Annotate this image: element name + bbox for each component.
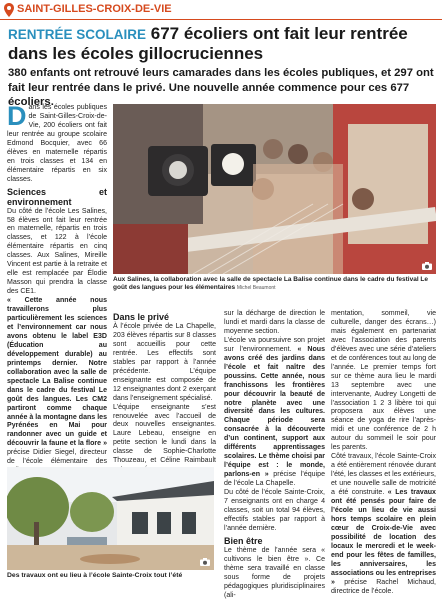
courtyard-illustration — [7, 467, 214, 570]
caption-text: Aux Salines, la collaboration avec la salle de spectacle La Balise continue dans le cadre du festival Le goût des langues pour les élémentaires — [113, 276, 429, 291]
headline-kicker: RENTRÉE SCOLAIRE — [8, 27, 147, 42]
camera-icon — [422, 262, 432, 270]
paragraph-equipe: L’équipe enseignante s’est renouvelée avec l’accueil de deux nouvelles enseignantes. Laure Lebeau, enseigne en petite section le lundi dans la classe de Sophie-Charlotte Thouzeau, et Céline Raimbault — [113, 403, 216, 465]
paragraph-quote-salines — [7, 297, 107, 476]
intro-text: ans les écoles publiques de Saint-Gilles-Croix-de-Vie, 200 écoliers ont fait leur rentrée au groupe scolaire Edmond Bocquier, avec 66 élèves en maternelle répartis en trois classes et 134 en élémentaire répartis en six classes. — [7, 104, 107, 183]
attribution-salines: précise Didier Siegel, directeur de l’école élémentaire des — [7, 449, 107, 466]
drop-cap: D — [7, 101, 27, 131]
photo-caption-courtyard: Des travaux ont eu lieu à l’école Sainte-Croix tout l’été — [7, 572, 183, 579]
article-column-2 — [113, 310, 216, 475]
paragraph-decharge: sur la décharge de direction le lundi et mardi dans la classe de moyenne section. — [224, 310, 325, 335]
classroom-illustration — [113, 104, 436, 274]
paragraph-ateliers: mentation, sommeil, vie culturelle, danger des écrans…) mais également en partenariat avec l’association des parents d’élèves avec une série d’ateliers et de conférences tout au long de l’année. Le premier temps fort sur ce thème aura lieu le mardi 13 septembre avec une intervenante, Audrey Longetti de l’association 1 2 3 libère toi qui proposera aux élèves une séance de yoga de rire l’après-midi et une conférence de 2 h autour du sommeil le soir pour les parents. — [331, 310, 436, 452]
subheading-bien-etre: Bien être — [224, 535, 263, 546]
location-bar — [0, 0, 442, 22]
photo-school-courtyard — [7, 467, 214, 570]
quote-sainte-croix: « Les travaux ont été pensés pour faire de l’école un lieu de vie aussi hors temps scolaire en plein cœur de Croix-de-Vie avec possibilité de location des locaux le mercredi et le week-end pour les fêtes de familles, les anniversaires, les associations ou les entreprises » — [331, 489, 436, 586]
headline-title: 677 écoliers ont fait leur rentrée dans les écoles gillocruciennes — [8, 24, 408, 63]
location-label: SAINT-GILLES-CROIX-DE-VIE — [17, 3, 172, 15]
attribution-chapelle: précise l’équipe de l’école La Chapelle. — [224, 471, 325, 488]
attribution-sainte-croix: précise Rachel Michaud, directrice de l’école. — [331, 578, 436, 595]
photo-caption-classroom — [113, 276, 436, 292]
location-rule — [0, 19, 442, 20]
paragraph-travaux — [331, 453, 436, 596]
quote-chapelle: « Nous avons créé des jardins dans l’école et fait naître des poussins. Cette année, nous franchissons les frontières pour découvrir la beauté de notre planète avec une diversité dans les cultures. Chaque période sera consacrée à la découverte d’un continent, support aux différents apprentissages scolaires. Le thème choisi par l’équipe est : le monde, parlons-en » — [224, 345, 325, 479]
subheading-prive: Dans le privé — [113, 312, 170, 322]
paragraph-environnement — [224, 337, 325, 489]
photo-credit: Michel Beaumont — [236, 285, 276, 291]
paragraph-chapelle: À l’école privée de La Chapelle, 203 élèves répartis sur 8 classes sont accueillis pour cette rentrée. Les effectifs sont stables par rapport à l’année précédente. L’équipe enseignante est composée de 12 enseignantes dont 2 exerçant dans l’enseignement spécialisé. — [113, 323, 216, 402]
paragraph-salines: Du côté de l’école Les Salines, 58 élèves ont fait leur rentrée en maternelle, répartis en trois classes, et 122 à l’école élémentaire répartis en cinq classes. Aux Salines, Mireille Vincent est partie à la retraite et elle est remplacée par Élodie Masson qui prendra la classe des CE1. — [7, 207, 107, 296]
paragraph-sainte-croix: Du côté de l’école Sainte-Croix, 7 enseignants ont en charge 4 classes, soit un total 94 élèves, effectifs stables par rapport à l’année dernière. — [224, 489, 325, 532]
article-column-3 — [224, 310, 325, 601]
text-travaux: Côté travaux, l’école Sainte-Croix a été entièrement rénovée durant l’été, les classes et les extérieurs, et une nouvelle salle de motricité a été construite. — [331, 453, 436, 497]
quote-salines: « Cette année nous travaillerons plus particulièrement les sciences et l’environnement car nous avons obtenu le label E3D (Éducation au développement durable) au printemps dernier. Notre collaboration avec la salle de spectacle La Balise continue dans le cadre du festival Le goût des langues. Les CM2 partiront comme chaque année à la montagne dans les Pyrénées en Mai pour randonner avec un guide et découvrir la faune et la flore » — [7, 297, 107, 448]
lede: 380 enfants ont retrouvé leurs camarades dans les écoles publiques, et 297 ont fait leur rentrée dans le privé. Une nouvelle année commence pour ces 677 écoliers. — [8, 67, 434, 108]
photo-classroom — [113, 104, 436, 274]
intro-paragraph — [7, 101, 107, 185]
paragraph-theme: Le thème de l’année sera « cultivons le bien être ». Ce thème sera travaillé en classe sous forme de projets pédagogiques pluridisciplinaires (ali- — [224, 546, 325, 599]
subheading-sciences: Sciences et environnement — [7, 186, 107, 207]
map-pin-icon — [4, 3, 14, 17]
article-column-1 — [7, 101, 107, 476]
headline — [8, 24, 440, 63]
camera-icon-2 — [200, 558, 210, 566]
article-column-4 — [331, 310, 436, 597]
text-environnement: L’école va poursuivre son projet sur l’environnement. — [224, 336, 325, 353]
